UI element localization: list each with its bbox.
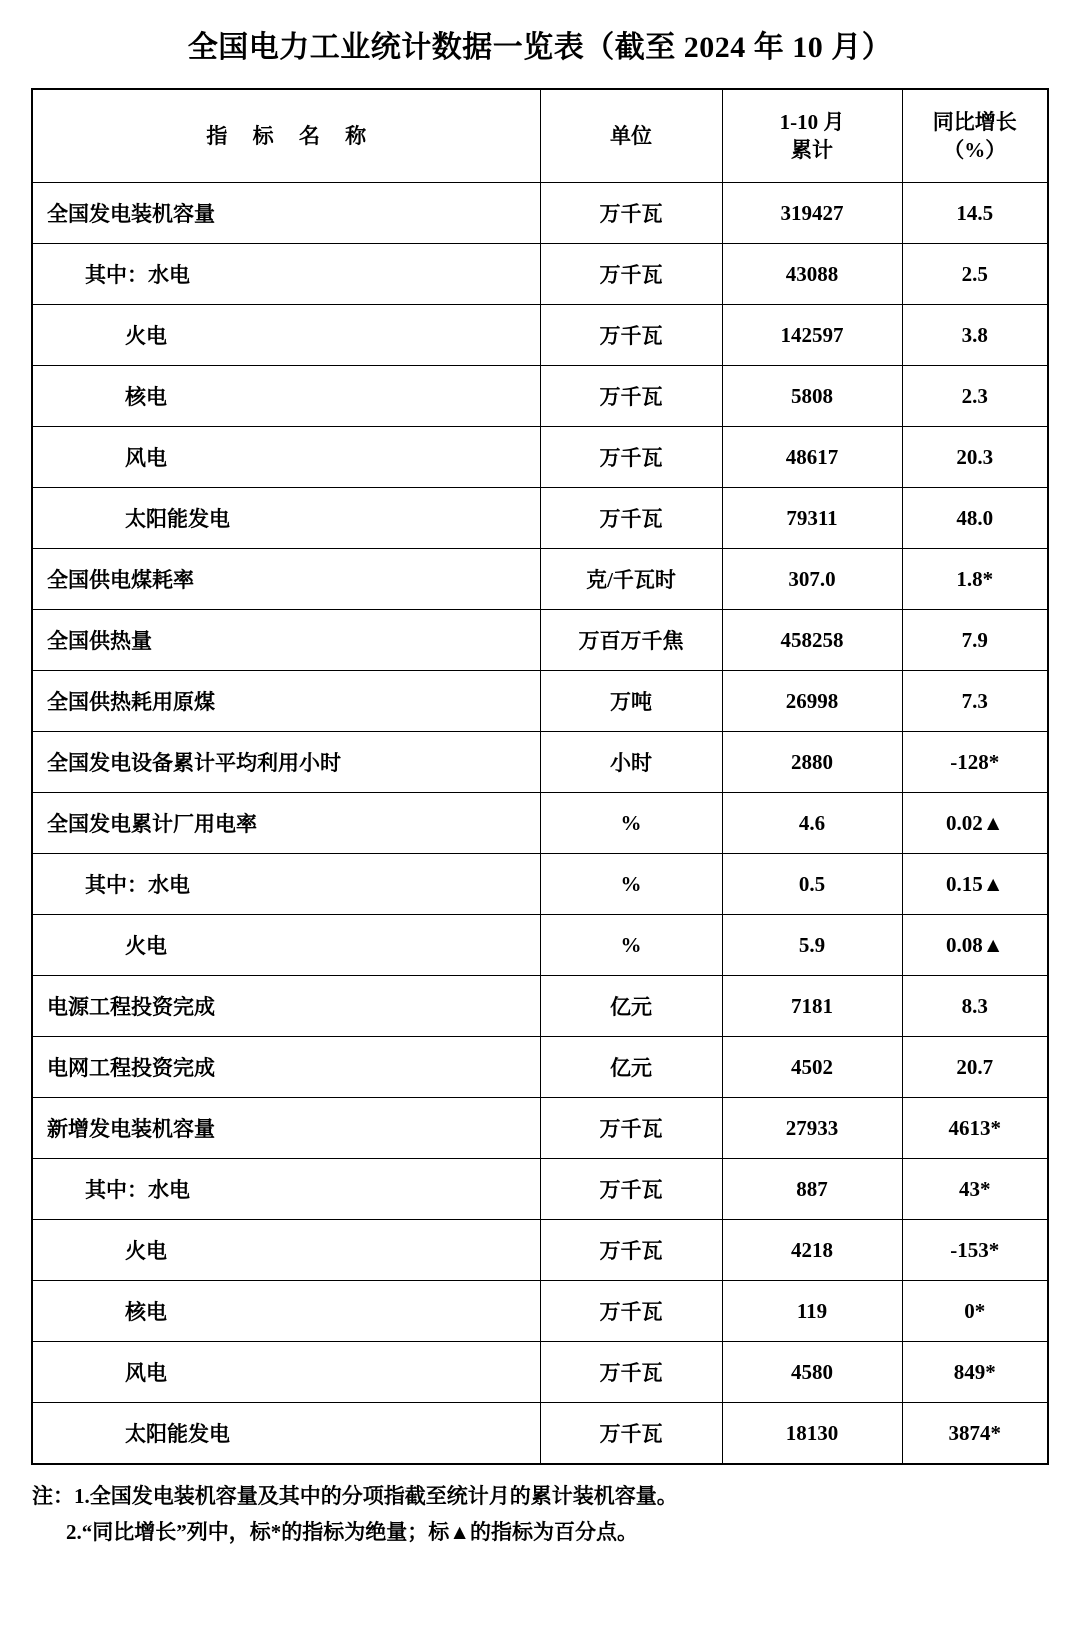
- column-header-unit: [540, 89, 722, 183]
- cell-yoy-value: 7.3: [902, 671, 1048, 732]
- cell-yoy-value: 0.15▲: [902, 854, 1048, 915]
- table-row: [32, 671, 1048, 732]
- cell-cumulative-value: 48617: [722, 427, 902, 488]
- cell-indicator-name: 核电: [32, 1281, 540, 1342]
- cell-cumulative-value: 142597: [722, 305, 902, 366]
- cell-yoy-value: 1.8*: [902, 549, 1048, 610]
- cell-unit: 万吨: [540, 671, 722, 732]
- cell-yoy-value: 43*: [902, 1159, 1048, 1220]
- cell-cumulative-value: 2880: [722, 732, 902, 793]
- cell-indicator-name: 其中：水电: [32, 854, 540, 915]
- column-header-yoy: [902, 89, 1048, 183]
- cell-cumulative-value: 26998: [722, 671, 902, 732]
- cell-unit: 万千瓦: [540, 366, 722, 427]
- cell-indicator-name: 火电: [32, 915, 540, 976]
- cell-cumulative-value: 319427: [722, 183, 902, 244]
- cell-unit: 万千瓦: [540, 305, 722, 366]
- cell-unit: 万千瓦: [540, 427, 722, 488]
- cell-yoy-value: 3874*: [902, 1403, 1048, 1465]
- cell-cumulative-value: 307.0: [722, 549, 902, 610]
- cell-yoy-value: 3.8: [902, 305, 1048, 366]
- cell-indicator-name: 全国发电累计厂用电率: [32, 793, 540, 854]
- cell-cumulative-value: 4502: [722, 1037, 902, 1098]
- table-row: [32, 854, 1048, 915]
- cell-yoy-value: 2.3: [902, 366, 1048, 427]
- table-header-row: [32, 89, 1048, 183]
- cell-indicator-name: 全国供热耗用原煤: [32, 671, 540, 732]
- cell-unit: %: [540, 793, 722, 854]
- table-row: [32, 976, 1048, 1037]
- cell-indicator-name: 全国发电装机容量: [32, 183, 540, 244]
- cell-yoy-value: 849*: [902, 1342, 1048, 1403]
- cell-cumulative-value: 7181: [722, 976, 902, 1037]
- cell-cumulative-value: 4580: [722, 1342, 902, 1403]
- table-row: [32, 244, 1048, 305]
- cell-yoy-value: 0.02▲: [902, 793, 1048, 854]
- cell-yoy-value: 8.3: [902, 976, 1048, 1037]
- cell-cumulative-value: 0.5: [722, 854, 902, 915]
- cell-cumulative-value: 4.6: [722, 793, 902, 854]
- table-row: [32, 549, 1048, 610]
- cell-indicator-name: 全国供热量: [32, 610, 540, 671]
- table-row: [32, 1220, 1048, 1281]
- table-row: [32, 1098, 1048, 1159]
- cell-indicator-name: 其中：水电: [32, 244, 540, 305]
- cell-yoy-value: 0.08▲: [902, 915, 1048, 976]
- cell-yoy-value: 14.5: [902, 183, 1048, 244]
- cell-cumulative-value: 79311: [722, 488, 902, 549]
- cell-unit: 万千瓦: [540, 1403, 722, 1465]
- table-row: [32, 305, 1048, 366]
- cell-indicator-name: 火电: [32, 305, 540, 366]
- cell-cumulative-value: 43088: [722, 244, 902, 305]
- cell-cumulative-value: 887: [722, 1159, 902, 1220]
- column-header-cumulative: [722, 89, 902, 183]
- table-row: [32, 1037, 1048, 1098]
- cell-indicator-name: 电网工程投资完成: [32, 1037, 540, 1098]
- table-row: [32, 1403, 1048, 1465]
- table-row: [32, 793, 1048, 854]
- table-row: [32, 610, 1048, 671]
- cell-indicator-name: 全国发电设备累计平均利用小时: [32, 732, 540, 793]
- table-row: [32, 732, 1048, 793]
- cell-yoy-value: 20.7: [902, 1037, 1048, 1098]
- table-row: [32, 1159, 1048, 1220]
- column-header-unit-label: 单位: [610, 123, 652, 148]
- column-header-indicator-name-label: 指 标 名 称: [206, 123, 377, 148]
- cell-yoy-value: 2.5: [902, 244, 1048, 305]
- cell-unit: %: [540, 854, 722, 915]
- cell-indicator-name: 其中：水电: [32, 1159, 540, 1220]
- cell-unit: 万千瓦: [540, 1159, 722, 1220]
- cell-yoy-value: 20.3: [902, 427, 1048, 488]
- column-header-indicator-name: [32, 89, 540, 183]
- cell-unit: 亿元: [540, 976, 722, 1037]
- table-notes: [32, 1479, 1048, 1550]
- cell-unit: 万百万千焦: [540, 610, 722, 671]
- cell-unit: 万千瓦: [540, 1342, 722, 1403]
- cell-yoy-value: 48.0: [902, 488, 1048, 549]
- cell-yoy-value: 7.9: [902, 610, 1048, 671]
- column-header-yoy-line1: 同比增长: [932, 109, 1017, 134]
- cell-cumulative-value: 5808: [722, 366, 902, 427]
- cell-yoy-value: 4613*: [902, 1098, 1048, 1159]
- column-header-yoy-line2: （%）: [943, 138, 1007, 162]
- table-note-2: 2.“同比增长”列中，标*的指标为绝量；标▲的指标为百分点。: [66, 1519, 639, 1544]
- cell-cumulative-value: 458258: [722, 610, 902, 671]
- cell-unit: 万千瓦: [540, 244, 722, 305]
- cell-cumulative-value: 4218: [722, 1220, 902, 1281]
- table-row: [32, 915, 1048, 976]
- cell-indicator-name: 风电: [32, 427, 540, 488]
- cell-unit: 万千瓦: [540, 1098, 722, 1159]
- cell-indicator-name: 风电: [32, 1342, 540, 1403]
- cell-unit: 万千瓦: [540, 1281, 722, 1342]
- cell-yoy-value: -128*: [902, 732, 1048, 793]
- cell-unit: 克/千瓦时: [540, 549, 722, 610]
- table-row: [32, 183, 1048, 244]
- page-title: 全国电力工业统计数据一览表（截至 2024 年 10 月）: [187, 31, 893, 64]
- table-row: [32, 1342, 1048, 1403]
- table-row: [32, 366, 1048, 427]
- cell-cumulative-value: 5.9: [722, 915, 902, 976]
- cell-unit: 万千瓦: [540, 488, 722, 549]
- cell-cumulative-value: 119: [722, 1281, 902, 1342]
- table-row: [32, 1281, 1048, 1342]
- cell-yoy-value: -153*: [902, 1220, 1048, 1281]
- column-header-cumulative-line1: 1-10 月: [779, 109, 845, 134]
- cell-indicator-name: 新增发电装机容量: [32, 1098, 540, 1159]
- cell-indicator-name: 太阳能发电: [32, 488, 540, 549]
- power-statistics-table: [31, 88, 1049, 1465]
- cell-indicator-name: 核电: [32, 366, 540, 427]
- cell-unit: 万千瓦: [540, 183, 722, 244]
- table-row: [32, 488, 1048, 549]
- cell-unit: %: [540, 915, 722, 976]
- table-row: [32, 427, 1048, 488]
- table-header: [32, 89, 1048, 183]
- cell-cumulative-value: 18130: [722, 1403, 902, 1465]
- table-body: [32, 183, 1048, 1465]
- cell-indicator-name: 火电: [32, 1220, 540, 1281]
- cell-unit: 万千瓦: [540, 1220, 722, 1281]
- cell-yoy-value: 0*: [902, 1281, 1048, 1342]
- cell-indicator-name: 太阳能发电: [32, 1403, 540, 1465]
- cell-indicator-name: 全国供电煤耗率: [32, 549, 540, 610]
- cell-indicator-name: 电源工程投资完成: [32, 976, 540, 1037]
- cell-unit: 亿元: [540, 1037, 722, 1098]
- cell-cumulative-value: 27933: [722, 1098, 902, 1159]
- table-note-1: 注：1.全国发电装机容量及其中的分项指截至统计月的累计装机容量。: [32, 1484, 678, 1508]
- cell-unit: 小时: [540, 732, 722, 793]
- column-header-cumulative-line2: 累计: [791, 138, 833, 162]
